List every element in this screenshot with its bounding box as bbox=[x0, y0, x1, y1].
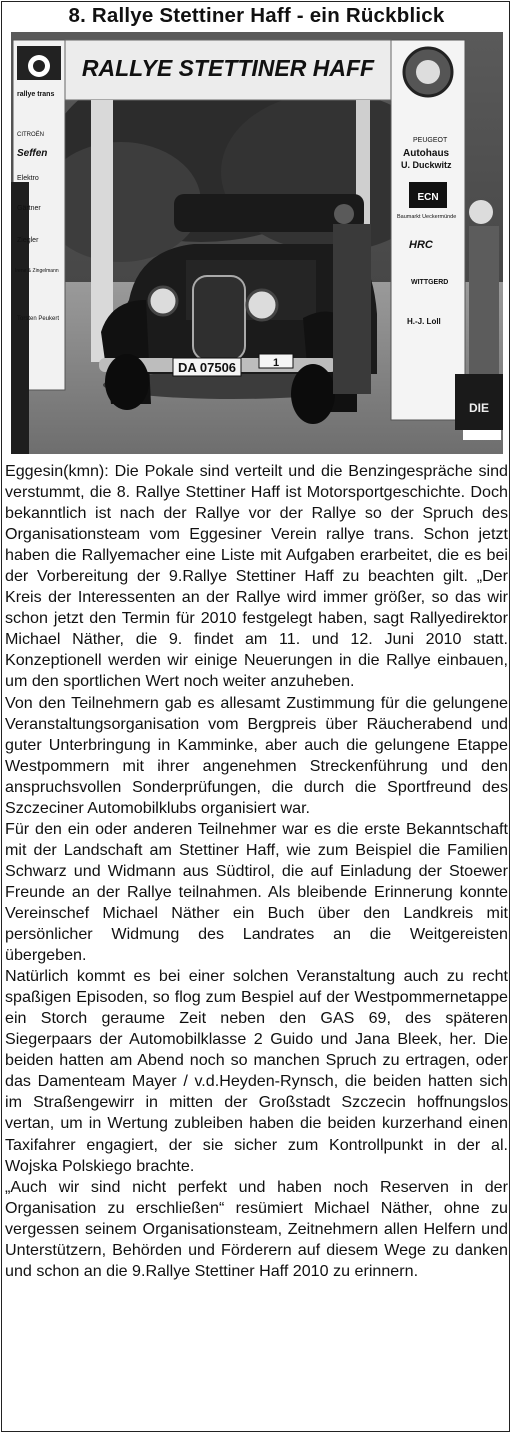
sponsor-left-3: Seffen bbox=[17, 148, 48, 159]
sponsor-right-4: ECN bbox=[417, 192, 439, 203]
sponsor-right-5: Baumarkt Ueckermünde bbox=[397, 214, 457, 220]
rally-photo bbox=[11, 32, 503, 454]
sponsor-right-3: U. Duckwitz bbox=[401, 160, 452, 170]
license-plate: DA 07506 bbox=[177, 360, 237, 375]
headline: 8. Rallye Stettiner Haff - ein Rückblick bbox=[68, 4, 445, 27]
sponsor-right-1: PEUGEOT bbox=[413, 137, 448, 144]
sponsor-left-5: Gärtner bbox=[17, 205, 41, 212]
article-paragraph-4: Natürlich kommt es bei einer solchen Veranstaltung auch zu recht spaßigen Episoden, so flog zum Bespiel auf der Westpommernetappe ein Storch geraume Zeit neben den GAS 69, des späteren Siegerpaars der Automobilklasse 2 Guido und Jana Bleek, her. Die beiden hatten am Abend noch so manchen Spruch zu ertragen, oder das Damenteam Mayer / v.d.Heyden-Rynsch, die beiden hatten sich im Straßengewirr in mitten der Großstadt Szczecin hoffnungslos vertan, um in Wertung zubleiben haben die beiden kurzerhand einen Taxifahrer engagiert, der sie sicher zum Kontrollpunkt in der al. Wojska Polskiego brachte. bbox=[5, 967, 508, 1175]
article-paragraph-5: „Auch wir sind nicht perfekt und haben noch Reserven in der Organisation zu erschließen“ resümiert Michael Näther, ohne zu vergessen seinem Organisationsteam, Zeitnehmern allen Helfern und Unterstützern, Behörden und Förderern auf diesem Wege zu danken und schon an die 9.Rallye Stettiner Haff 2010 zu erinnern. bbox=[5, 1177, 508, 1280]
article-paragraph-1: Eggesin(kmn): Die Pokale sind verteilt und die Benzingespräche sind verstummt, die 8. Rallye Stettiner Haff ist Motorsportgeschichte. Doch bekanntlich ist nach der Rallye vor der Rallye so der Spruch des Organisationsteam vom Eggesiner Verein rallye trans. Schon jetzt haben die Rallyemacher eine Liste mit Aufgaben erarbeitet, die es bei der Vorbereitung der 9.Rallye Stettiner Haff zu beachten gilt. „Der Kreis der Interessenten an der Rallye wird immer größer, so das wir schon jetzt den Termin für 2010 festgelegt haben, sagt Rallyedirektor Michael Näther, die 9. findet am 11. und 12. Juni 2010 statt. Konzeptionell werden wir einige Neuerungen in die Rallye einbauen, um den sportlichen Wert noch weiter anzuheben. bbox=[5, 462, 508, 691]
banner-text: RALLYE STETTINER HAFF bbox=[81, 55, 375, 81]
sponsor-right-8: H.-J. Loll bbox=[407, 317, 441, 326]
sponsor-right-2: Autohaus bbox=[403, 148, 450, 159]
sponsor-left-4: Elektro bbox=[17, 175, 39, 182]
sponsor-right-7: WITTGERD bbox=[411, 279, 449, 286]
sponsor-left-2: CITROËN bbox=[17, 132, 44, 138]
start-number: 1 bbox=[272, 357, 280, 369]
article-paragraph-2: Von den Teilnehmern gab es allesamt Zustimmung für die gelungene Veranstaltungsorganisation vom Bergpreis über Räucherabend und guter Unterbringung in Kamminke, aber auch die gelungene Etappe Westpommern mit ihrer angenehmen Streckenführung und den anspruchsvollen Sonderprüfungen, die durch die Sportfreund des Szczeciner Automobilklubs organisiert war. bbox=[5, 693, 508, 817]
sponsor-left-7: Irene & Zingelmann bbox=[15, 268, 59, 274]
sponsor-right-6: HRC bbox=[409, 239, 433, 251]
sponsor-left-8: Torsten Peukert bbox=[17, 316, 60, 322]
sponsor-left-6: Ziegler bbox=[17, 237, 39, 244]
article-body bbox=[5, 461, 508, 1282]
corner-tag: DIE bbox=[468, 401, 490, 415]
article-paragraph-3: Für den ein oder anderen Teilnehmer war es die erste Bekanntschaft mit der Landschaft am Stettiner Haff, wie zum Beispiel die Familien Schwarz und Widmann aus Südtirol, die auf Einladung der Stoewer Freunde an der Rallye teilnahmen. Als bleibende Erinnerung konnte Vereinschef Michael Näther ein Buch über den Landkreis mit persönlicher Widmung des Landrates an die Weitgereisten übergeben. bbox=[5, 819, 508, 965]
sponsor-left-1: rallye trans bbox=[17, 91, 55, 98]
